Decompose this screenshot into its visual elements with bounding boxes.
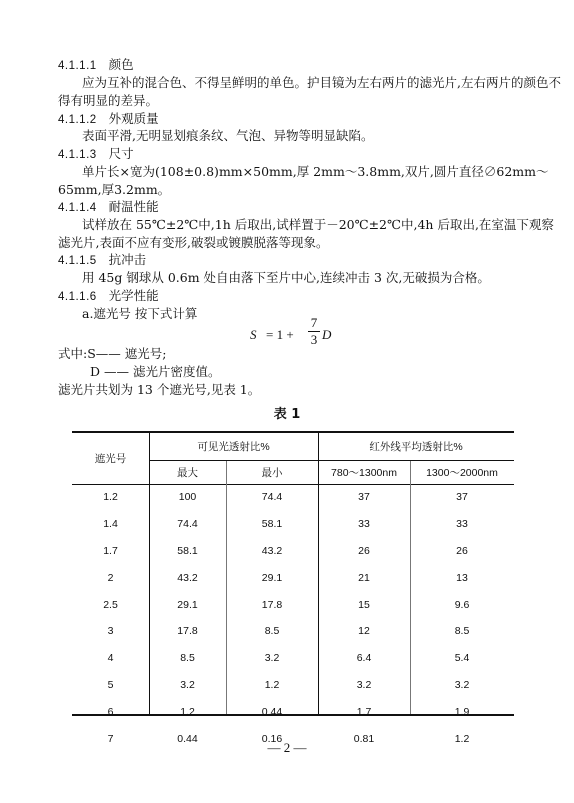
- cell: 58.1: [177, 544, 198, 557]
- section-title: 外观质量: [108, 111, 159, 126]
- header-shade-number: 遮光号: [94, 452, 127, 465]
- table-row: [72, 511, 514, 538]
- section-number: 4.1.1.3: [58, 149, 97, 161]
- section-title: 耐温性能: [108, 199, 159, 214]
- cell: 5: [107, 678, 114, 691]
- cell: 26: [358, 544, 370, 557]
- paragraph-line: 式中:S—— 遮光号;: [58, 346, 167, 361]
- cell: 1.2: [180, 705, 195, 718]
- section-title: 颜色: [108, 57, 134, 72]
- paragraph-line: 试样放在 55℃±2℃中,1h 后取出,试样置于－20℃±2℃中,4h 后取出,在室温下观察: [82, 217, 554, 232]
- paragraph-line: a.遮光号 按下式计算: [82, 306, 198, 321]
- cell: 43.2: [177, 571, 198, 584]
- paragraph-line: 65mm,厚3.2mm。: [58, 182, 171, 197]
- cell: 37: [358, 491, 370, 504]
- paragraph-line: 应为互补的混合色、不得呈鲜明的单色。护目镜为左右两片的滤光片,左右两片的颜色不: [82, 75, 561, 90]
- paragraph-line: 单片长×宽为(108±0.8)mm×50mm,厚 2mm～3.8mm,双片,圆片直径∅62mm～: [82, 164, 549, 179]
- section-number: 4.1.1.1: [58, 60, 97, 72]
- cell: 3.2: [264, 652, 280, 665]
- cell: 0.44: [261, 705, 283, 718]
- paragraph-line: 用 45g 钢球从 0.6m 处自由落下至片中心,连续冲击 3 次,无破损为合格。: [82, 270, 490, 285]
- cell: 6.4: [356, 652, 372, 665]
- cell: 1.4: [103, 518, 118, 531]
- cell: 37: [456, 491, 468, 504]
- cell: 9.6: [454, 598, 470, 611]
- cell: 13: [456, 571, 468, 584]
- paragraph-line: 滤光片,表面不应有变形,破裂或镀膜脱落等现象。: [58, 235, 329, 250]
- header-max: 最大: [177, 466, 198, 479]
- formula-denominator: 3: [310, 332, 318, 347]
- header-ir-range-1: 780～1300nm: [331, 466, 397, 479]
- section-heading-color: [58, 57, 134, 74]
- cell: 17.8: [177, 625, 198, 638]
- paragraph-line: 表面平滑,无明显划痕条纹、气泡、异物等明显缺陷。: [82, 128, 374, 143]
- section-heading-temperature: [58, 199, 159, 216]
- cell: 3.2: [454, 678, 470, 691]
- formula-numerator: 7: [310, 315, 318, 330]
- cell: 33: [456, 518, 468, 531]
- table-row: [72, 564, 514, 591]
- cell: 17.8: [261, 598, 283, 611]
- table-row: [72, 618, 514, 645]
- cell: 100: [178, 491, 197, 504]
- cell: 1.7: [103, 544, 118, 557]
- cell: 3.2: [356, 678, 372, 691]
- section-title: 抗冲击: [108, 252, 147, 267]
- cell: 58.1: [261, 518, 283, 531]
- cell: 8.5: [180, 652, 195, 665]
- section-heading-size: [58, 146, 134, 163]
- header-visible-transmittance: 可见光透射比%: [197, 440, 270, 453]
- table-caption: 表 1: [273, 407, 301, 422]
- header-ir-range-2: 1300～2000nm: [426, 466, 498, 479]
- cell: 74.4: [177, 518, 198, 531]
- formula-variable: D: [322, 327, 332, 342]
- cell: 1.7: [356, 705, 372, 718]
- paragraph-line: D —— 滤光片密度值。: [90, 364, 221, 379]
- page-number: — 2 —: [267, 740, 307, 755]
- section-heading-impact: [58, 252, 146, 269]
- section-title: 尺寸: [108, 146, 134, 161]
- section-number: 4.1.1.5: [58, 255, 97, 267]
- cell: 1.2: [264, 678, 280, 691]
- cell: 33: [358, 518, 370, 531]
- paragraph-line: 滤光片共划为 13 个遮光号,见表 1。: [58, 382, 261, 397]
- section-number: 4.1.1.6: [58, 291, 97, 303]
- cell: 15: [358, 598, 370, 611]
- cell: 2.5: [103, 598, 118, 611]
- header-ir-transmittance: 红外线平均透射比%: [369, 440, 463, 453]
- formula-lhs: S: [250, 327, 257, 342]
- cell: 0.44: [177, 732, 198, 745]
- cell: 6: [107, 705, 114, 718]
- formula-eq: = 1 +: [266, 327, 294, 342]
- table-row: [72, 591, 514, 618]
- header-min: 最小: [261, 466, 283, 479]
- cell: 8.5: [454, 625, 470, 638]
- section-number: 4.1.1.2: [58, 114, 97, 126]
- cell: 1.2: [454, 732, 470, 745]
- cell: 29.1: [261, 571, 283, 584]
- cell: 4: [107, 652, 114, 665]
- table-row: [72, 698, 514, 725]
- cell: 29.1: [177, 598, 198, 611]
- table-row: [72, 538, 514, 565]
- cell: 8.5: [264, 625, 280, 638]
- section-heading-optical: [58, 288, 159, 305]
- cell: 5.4: [454, 652, 470, 665]
- cell: 26: [456, 544, 468, 557]
- section-title: 光学性能: [108, 288, 159, 303]
- shade-table: [72, 432, 514, 752]
- cell: 3.2: [180, 678, 195, 691]
- table-row: [72, 672, 514, 699]
- shade-formula: [250, 316, 370, 356]
- cell: 7: [107, 732, 114, 745]
- cell: 74.4: [261, 491, 283, 504]
- cell: 1.9: [454, 705, 470, 718]
- section-heading-appearance: [58, 111, 159, 128]
- cell: 3: [107, 625, 114, 638]
- cell: 12: [358, 625, 370, 638]
- cell: 21: [358, 571, 370, 584]
- cell: 1.2: [103, 491, 118, 504]
- cell: 0.81: [353, 732, 375, 745]
- cell: 43.2: [261, 544, 283, 557]
- formula-fraction: [308, 316, 320, 347]
- cell: 2: [107, 571, 114, 584]
- section-number: 4.1.1.4: [58, 202, 97, 214]
- table-row: [72, 645, 514, 672]
- table-row: [72, 484, 514, 511]
- paragraph-line: 得有明显的差异。: [58, 93, 159, 108]
- cell: 0.16: [261, 732, 283, 745]
